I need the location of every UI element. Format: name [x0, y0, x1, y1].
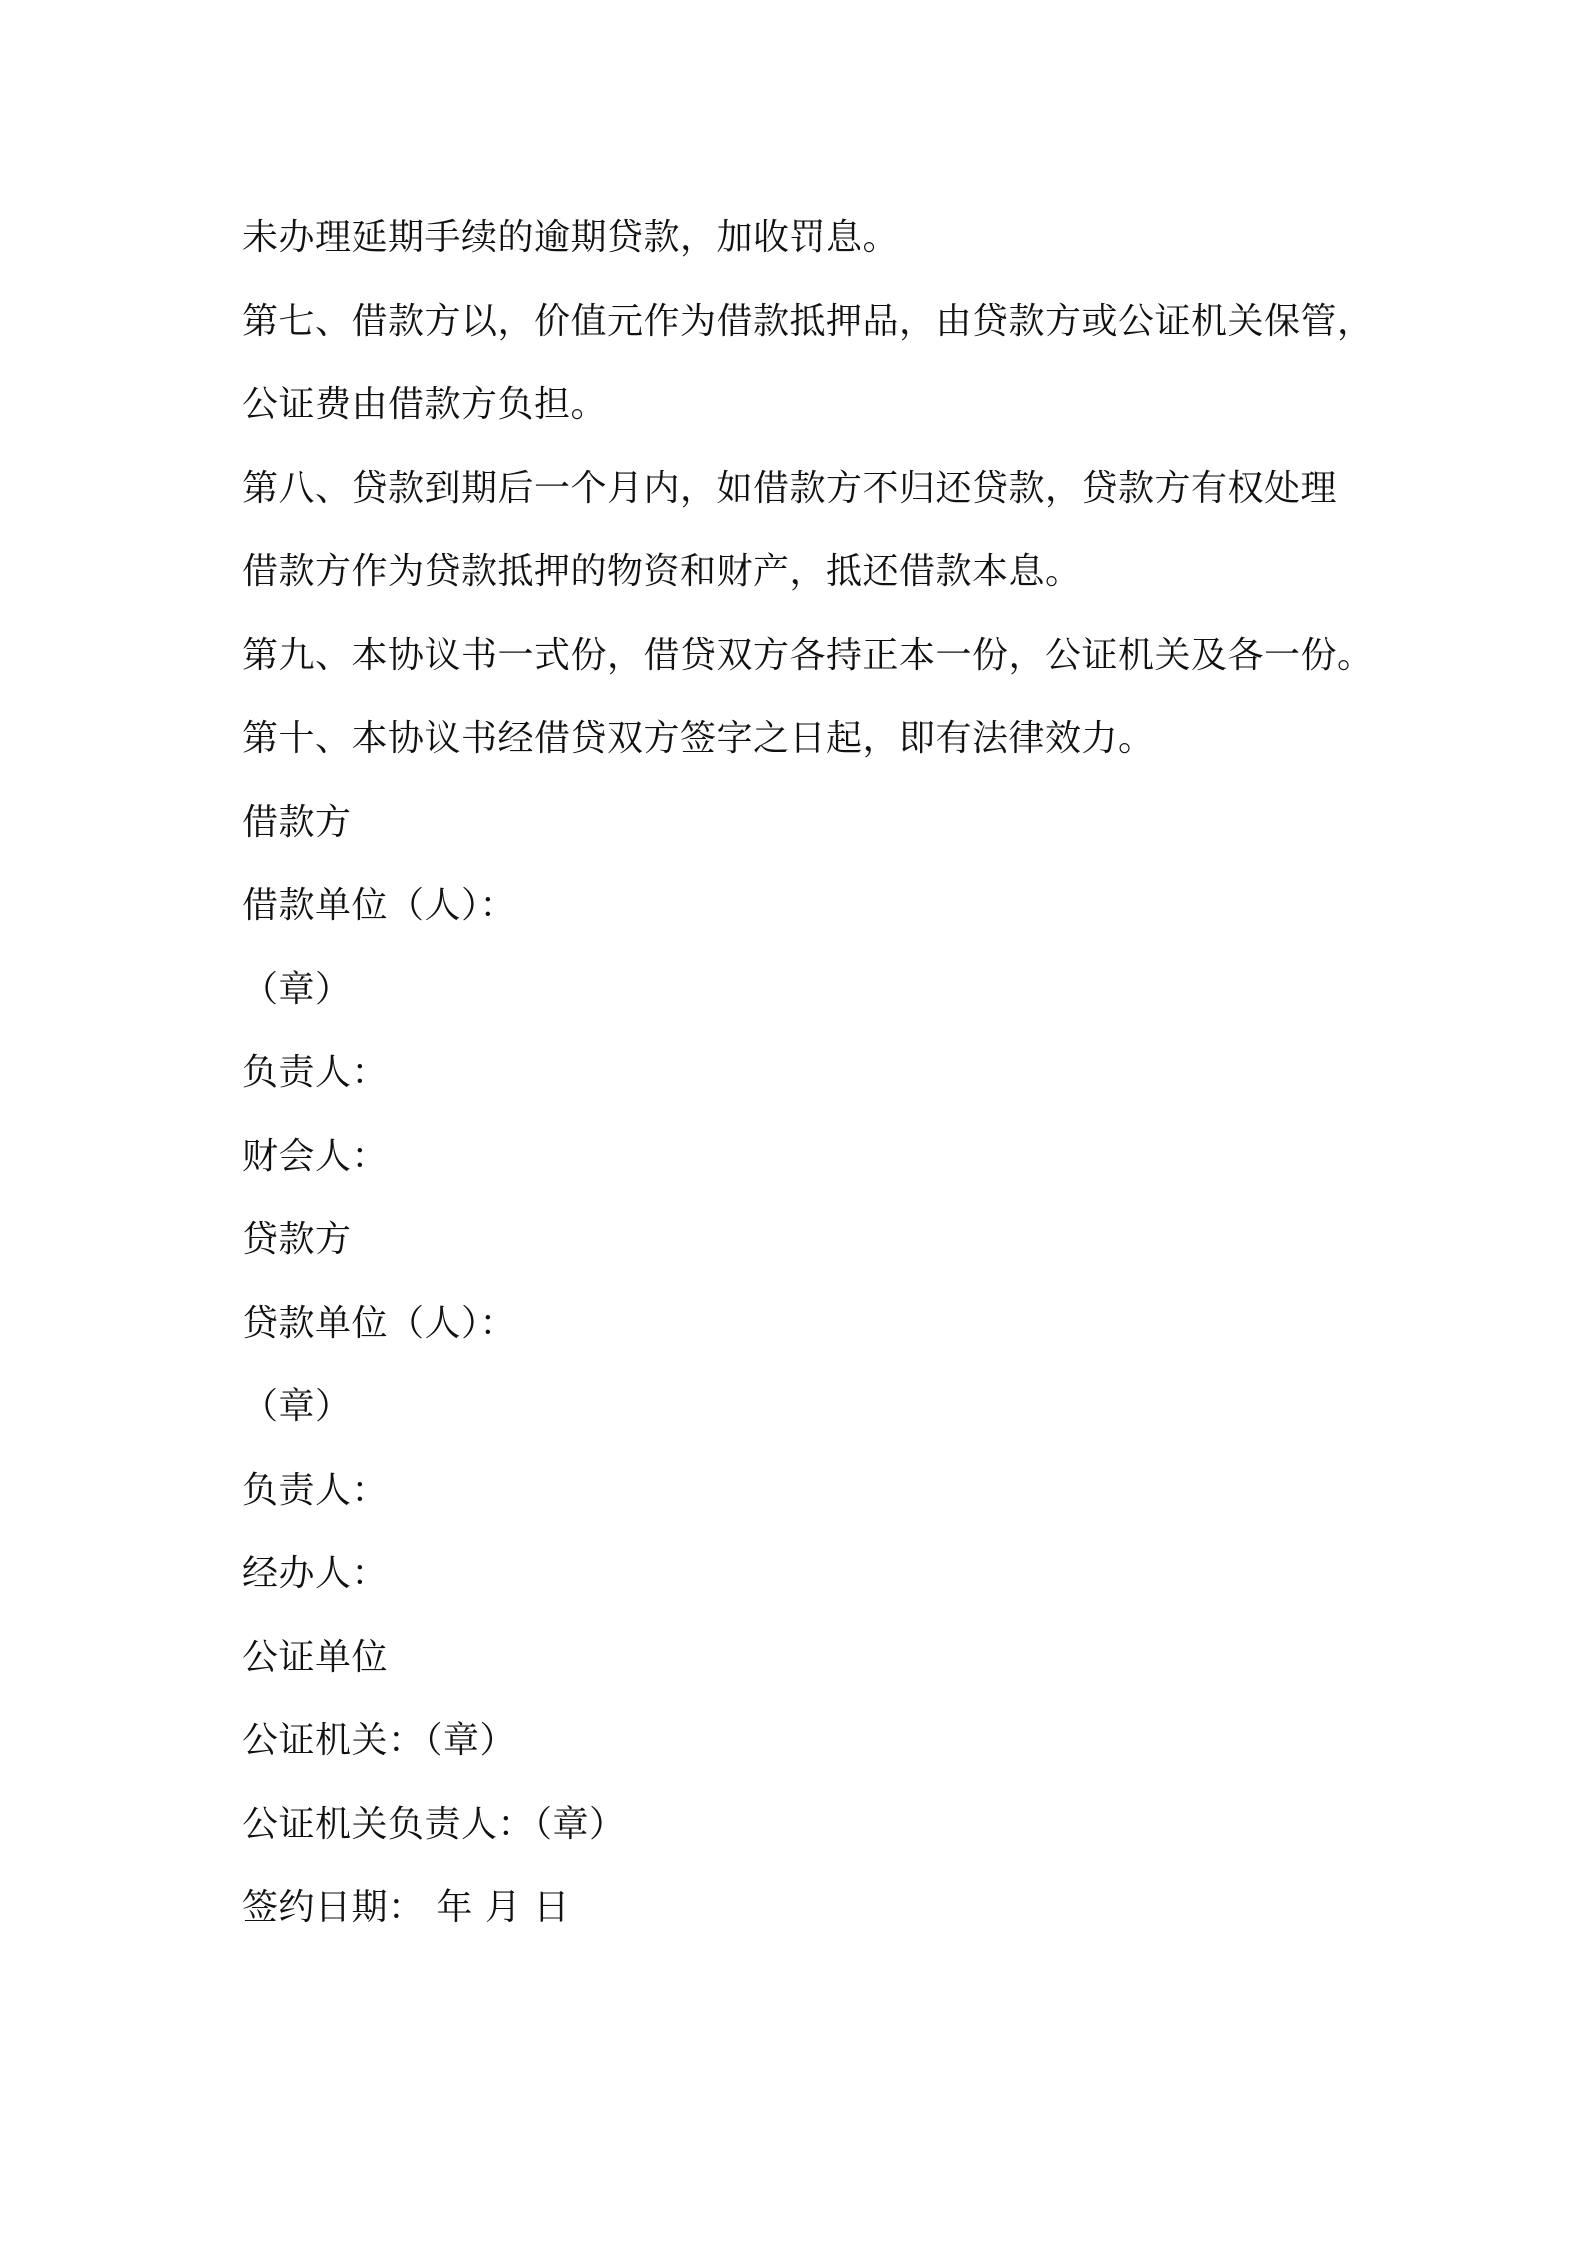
lender-handler-label: 经办人：	[242, 1553, 389, 1594]
notary-head-label: 公证机关负责人：（章）	[242, 1803, 626, 1845]
clause-overdue-penalty: 未办理延期手续的逾期贷款，加收罚息。	[242, 217, 900, 258]
document-body	[242, 196, 1392, 1950]
borrower-responsible-label: 负责人：	[242, 1052, 389, 1093]
clause-nine: 第九、本协议书一式份，借贷双方各持正本一份，公证机关及各一份。	[242, 634, 1374, 676]
borrower-heading: 借款方	[242, 801, 352, 843]
notary-office-label: 公证机关：（章）	[242, 1720, 517, 1761]
lender-heading: 贷款方	[242, 1219, 352, 1260]
clause-seven: 第七、借款方以，价值元作为借款抵押品，由贷款方或公证机关保管，	[242, 300, 1374, 342]
clause-eight: 第八、贷款到期后一个月内，如借款方不归还贷款，贷款方有权处理	[242, 467, 1338, 509]
lender-seal-label: （章）	[242, 1386, 352, 1427]
clause-ten: 第十、本协议书经借贷双方签字之日起，即有法律效力。	[242, 718, 1155, 759]
borrower-unit-label: 借款单位（人）：	[242, 885, 517, 926]
clause-seven-continued: 公证费由借款方负担。	[242, 384, 608, 425]
signing-date-label: 签约日期： 年 月 日	[242, 1887, 570, 1928]
borrower-accountant-label: 财会人：	[242, 1135, 389, 1177]
lender-responsible-label: 负责人：	[242, 1469, 389, 1511]
borrower-seal-label: （章）	[242, 968, 352, 1010]
notary-heading: 公证单位	[242, 1636, 389, 1678]
clause-eight-continued: 借款方作为贷款抵押的物资和财产，抵还借款本息。	[242, 551, 1082, 592]
lender-unit-label: 贷款单位（人）：	[242, 1302, 517, 1344]
